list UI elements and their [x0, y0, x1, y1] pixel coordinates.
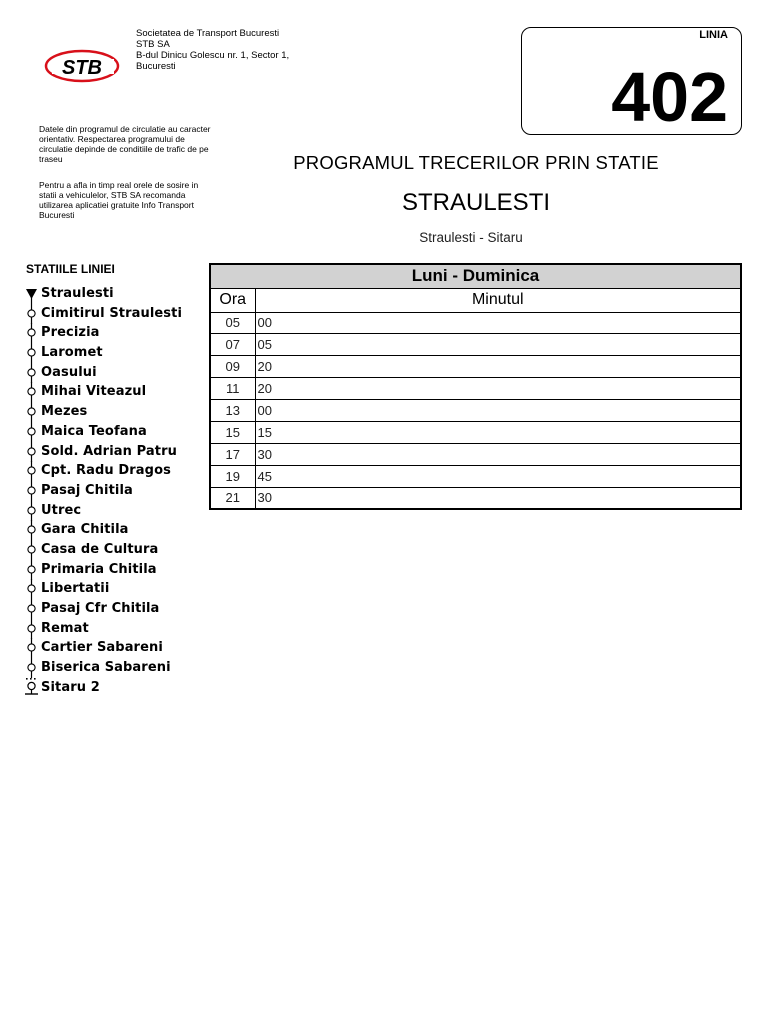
station-name: Biserica Sabareni	[41, 660, 171, 676]
hour-cell: 09	[210, 356, 255, 378]
terminus-stop-icon	[24, 678, 40, 698]
stop-circle-icon	[24, 638, 40, 658]
station-item	[24, 619, 204, 639]
station-name: Cartier Sabareni	[41, 640, 163, 656]
station-name: Sitaru 2	[41, 679, 100, 695]
station-item	[24, 560, 204, 580]
station-name: Libertatii	[41, 581, 110, 597]
hour-cell: 17	[210, 443, 255, 465]
program-title: PROGRAMUL TRECERILOR PRIN STATIE	[293, 152, 659, 173]
station-name: Mezes	[41, 404, 88, 420]
days-header: Luni - Duminica	[210, 264, 741, 288]
timetable-row	[210, 421, 741, 443]
minutes-cell: 30	[255, 443, 741, 465]
stop-circle-icon	[24, 461, 40, 481]
stop-circle-icon	[24, 382, 40, 402]
station-item	[24, 422, 204, 442]
stop-circle-icon	[24, 560, 40, 580]
stop-circle-icon	[24, 658, 40, 678]
station-name: Precizia	[41, 325, 100, 341]
timetable-row	[210, 443, 741, 465]
station-name: Pasaj Chitila	[41, 482, 133, 498]
schedule-disclaimer: Datele din programul de circulatie au caracter orientativ. Respectarea programului de circulatie depinde de conditiile de trafic de pe traseu	[39, 124, 211, 164]
station-item	[24, 501, 204, 521]
station-item	[24, 658, 204, 678]
stop-circle-icon	[24, 442, 40, 462]
company-info	[136, 28, 289, 72]
hour-cell: 15	[210, 421, 255, 443]
station-item	[24, 599, 204, 619]
stations-list	[24, 284, 204, 697]
timetable-row	[210, 400, 741, 422]
station-name: Sold. Adrian Patru	[41, 443, 177, 459]
station-name: Casa de Cultura	[41, 541, 159, 557]
timetable-row	[210, 312, 741, 334]
timetable-row	[210, 487, 741, 509]
minutes-cell: 00	[255, 400, 741, 422]
company-city: Bucuresti	[136, 61, 176, 72]
hour-cell: 11	[210, 378, 255, 400]
stop-circle-icon	[24, 599, 40, 619]
stop-circle-icon	[24, 422, 40, 442]
station-name: Straulesti	[41, 286, 114, 301]
stop-circle-icon	[24, 343, 40, 363]
timetable-row	[210, 465, 741, 487]
station-name: Laromet	[41, 345, 103, 361]
station-name: Remat	[41, 620, 89, 636]
realtime-info-note: Pentru a afla in timp real orele de sosire in statii a vehiculelor, STB SA recomanda utilizarea aplicatiei gratuite Info Transport Bucuresti	[39, 180, 199, 220]
station-name: Maica Teofana	[41, 423, 147, 439]
timetable-row	[210, 378, 741, 400]
stop-circle-icon	[24, 619, 40, 639]
minutes-cell: 20	[255, 378, 741, 400]
station-item	[24, 284, 204, 304]
minutes-cell: 30	[255, 487, 741, 509]
station-item	[24, 442, 204, 462]
hour-column-header: Ora	[210, 288, 255, 312]
station-item	[24, 579, 204, 599]
start-triangle-icon	[24, 284, 40, 304]
station-item	[24, 382, 204, 402]
hour-cell: 05	[210, 312, 255, 334]
stations-heading: STATIILE LINIEI	[26, 262, 115, 276]
hour-cell: 19	[210, 465, 255, 487]
stop-circle-icon	[24, 402, 40, 422]
stop-circle-icon	[24, 540, 40, 560]
company-short: STB SA	[136, 39, 170, 50]
hour-cell: 07	[210, 334, 255, 356]
hour-cell: 13	[210, 400, 255, 422]
company-name: Societatea de Transport Bucuresti	[136, 28, 280, 39]
line-number-box	[521, 27, 742, 135]
timetable	[209, 263, 742, 510]
minutes-cell: 45	[255, 465, 741, 487]
timetable-row	[210, 356, 741, 378]
station-item	[24, 363, 204, 383]
minute-column-header: Minutul	[255, 288, 741, 312]
station-item	[24, 343, 204, 363]
station-name: Utrec	[41, 502, 82, 518]
station-name: Oasului	[41, 364, 97, 380]
station-name: Cpt. Radu Dragos	[41, 463, 171, 479]
station-item	[24, 402, 204, 422]
hour-cell: 21	[210, 487, 255, 509]
line-label: LINIA	[699, 29, 728, 41]
station-item	[24, 540, 204, 560]
stop-circle-icon	[24, 520, 40, 540]
company-address: B-dul Dinicu Golescu nr. 1, Sector 1,	[136, 50, 290, 61]
stop-circle-icon	[24, 304, 40, 324]
stop-circle-icon	[24, 501, 40, 521]
station-item	[24, 520, 204, 540]
logo-text: STB	[62, 57, 102, 79]
station-name: Primaria Chitila	[41, 561, 157, 577]
minutes-cell: 15	[255, 421, 741, 443]
station-name: Cimitirul Straulesti	[41, 305, 183, 321]
line-number: 402	[611, 58, 728, 136]
stop-circle-icon	[24, 481, 40, 501]
station-item	[24, 638, 204, 658]
minutes-cell: 20	[255, 356, 741, 378]
station-name: Gara Chitila	[41, 522, 129, 538]
station-item	[24, 461, 204, 481]
stop-circle-icon	[24, 363, 40, 383]
stop-circle-icon	[24, 323, 40, 343]
route-direction: Straulesti - Sitaru	[419, 230, 523, 245]
station-title: STRAULESTI	[401, 189, 551, 216]
stb-logo	[44, 49, 120, 83]
minutes-cell: 00	[255, 312, 741, 334]
timetable-row	[210, 334, 741, 356]
station-item	[24, 323, 204, 343]
station-name: Mihai Viteazul	[41, 384, 147, 400]
station-item	[24, 304, 204, 324]
station-item	[24, 481, 204, 501]
station-name: Pasaj Cfr Chitila	[41, 601, 160, 616]
station-item	[24, 678, 204, 698]
stop-circle-icon	[24, 579, 40, 599]
minutes-cell: 05	[255, 334, 741, 356]
